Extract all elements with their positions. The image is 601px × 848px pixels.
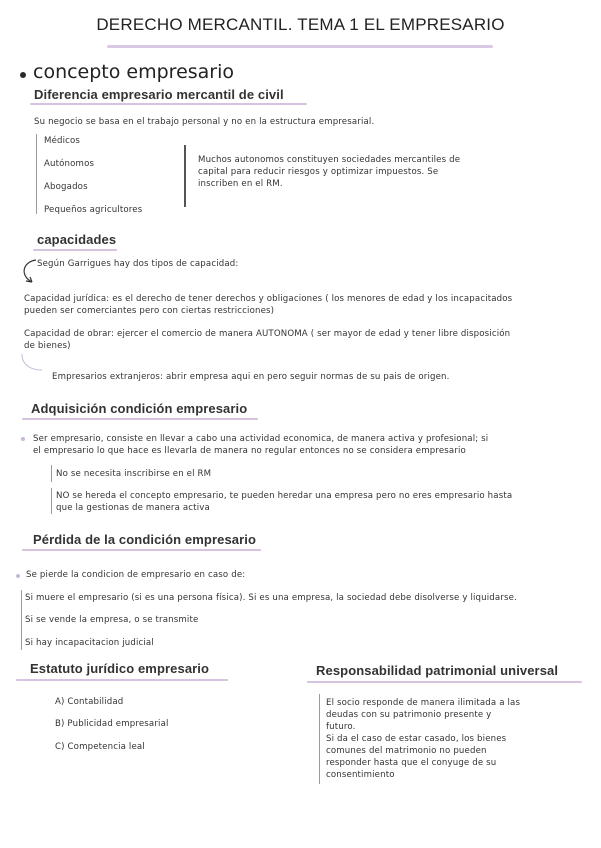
capacidad-obrar: de bienes) [24, 341, 71, 351]
responsabilidad-text: El socio responde de manera ilimitada a las [326, 698, 521, 708]
heading-underline [22, 418, 258, 420]
point-bar [51, 488, 52, 514]
section-heading-adquisicion: Adquisición condición empresario [31, 401, 248, 416]
section-heading-perdida: Pérdida de la condición empresario [33, 532, 257, 547]
section-heading-responsabilidad: Responsabilidad patrimonial universal [316, 663, 559, 678]
subheading-underline [30, 103, 307, 105]
title-underline [107, 45, 493, 48]
note-divider [184, 145, 186, 207]
responsabilidad-text: consentimiento [326, 770, 395, 780]
adquisicion-point: que la gestionas de manera activa [56, 503, 210, 513]
perdida-item: Si muere el empresario (si es una persona física). Si es una empresa, la sociedad debe disolverse y liquidarse. [25, 593, 517, 603]
responsabilidad-text: comunes del matrimonio no pueden [326, 746, 487, 756]
bullet-dot [21, 437, 25, 441]
estatuto-item: C) Competencia leal [55, 742, 145, 752]
heading-underline [16, 679, 228, 681]
profession-item: Médicos [44, 136, 81, 146]
estatuto-item: A) Contabilidad [55, 697, 124, 707]
empresarios-extranjeros: Empresarios extranjeros: abrir empresa aqui en pero seguir normas de su pais de origen. [52, 372, 450, 382]
page-title: DERECHO MERCANTIL. TEMA 1 EL EMPRESARIO [96, 15, 505, 34]
list-bracket [36, 134, 37, 214]
section-heading-concepto: concepto empresario [33, 61, 235, 83]
heading-underline [307, 681, 582, 683]
concept-intro: Su negocio se basa en el trabajo personal y no en la estructura empresarial. [34, 117, 375, 127]
perdida-item: Si se vende la empresa, o se transmite [25, 615, 199, 625]
subheading-diferencia: Diferencia empresario mercantil de civil [34, 87, 284, 102]
heading-underline [22, 549, 261, 551]
bullet-dot [20, 72, 26, 78]
perdida-intro: Se pierde la condicion de empresario en caso de: [26, 570, 246, 580]
adquisicion-point: No se necesita inscribirse en el RM [56, 469, 212, 479]
note-line: capital para reducir riesgos y optimizar impuestos. Se [198, 167, 439, 177]
capacidad-juridica: Capacidad jurídica: es el derecho de tener derechos y obligaciones ( los menores de edad y los incapacitados [24, 294, 513, 304]
profession-item: Pequeños agricultores [44, 205, 143, 215]
section-heading-estatuto: Estatuto jurídico empresario [30, 661, 210, 676]
adquisicion-text: Ser empresario, consiste en llevar a cabo una actividad economica, de manera activa y profesional; si [33, 434, 489, 444]
profession-item: Autónomos [44, 159, 95, 169]
note-bar [319, 694, 320, 784]
capacidad-juridica: pueden ser comerciantes pero con ciertas restricciones) [24, 306, 275, 316]
adquisicion-point: NO se hereda el concepto empresario, te pueden heredar una empresa pero no eres empresario hasta [56, 491, 513, 501]
responsabilidad-text: Si da el caso de estar casado, los bienes [326, 734, 507, 744]
note-line: Muchos autonomos constituyen sociedades mercantiles de [198, 155, 461, 165]
bullet-dot [16, 574, 20, 578]
list-bracket [21, 590, 22, 650]
responsabilidad-text: deudas con su patrimonio presente y [326, 710, 492, 720]
point-bar [51, 465, 52, 482]
capacidad-obrar: Capacidad de obrar: ejercer el comercio de manera AUTONOMA ( ser mayor de edad y tener libre disposición [24, 329, 511, 339]
responsabilidad-text: futuro. [326, 722, 356, 732]
perdida-item: Si hay incapacitacion judicial [25, 638, 154, 648]
responsabilidad-text: responder hasta que el conyuge de su [326, 758, 497, 768]
capacidades-intro: Según Garrigues hay dos tipos de capacidad: [37, 259, 239, 269]
note-line: inscriben en el RM. [198, 179, 283, 189]
section-heading-capacidades: capacidades [37, 232, 117, 247]
heading-underline [33, 249, 117, 251]
estatuto-item: B) Publicidad empresarial [55, 719, 169, 729]
profession-item: Abogados [44, 182, 88, 192]
adquisicion-text: el empresario lo que hace es llevarla de manera no regular entonces no se considera empresario [33, 446, 466, 456]
